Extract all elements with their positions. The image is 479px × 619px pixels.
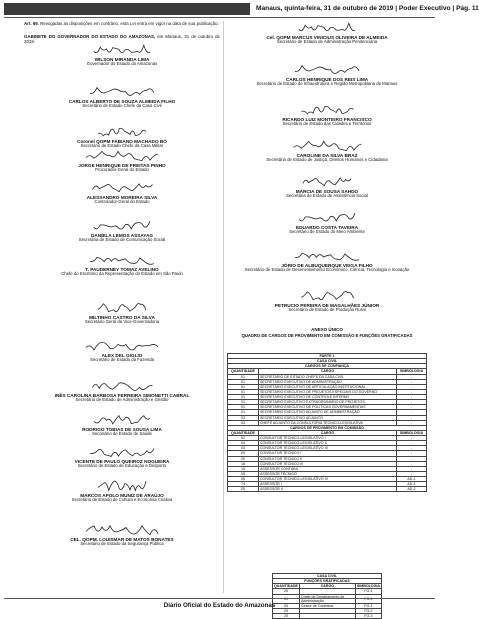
table-cell: 20 [273,608,300,613]
signature-block [24,379,220,403]
signatory-role: Secretário de Estado de Desenvolvimento Econômico, Ciência, Tecnologia e Inovação [244,267,410,273]
table-cell: SECRETÁRIO EXECUTIVO ADJUNTO DE ADMINISTRAÇÃO [258,410,396,415]
table-cell: SECRETÁRIO DE ESTADO CHEFE DA CASA CIVIL [258,374,396,379]
signatory-role: Chefe do Escritório da Representação do Estado em São Paulo [61,271,183,277]
signatory-role: Secretário de Estado de Administração Penitenciária [276,39,378,45]
table-cell: FG-3 [355,614,381,619]
table-cell: 01 [228,405,259,410]
signature-block [24,149,220,173]
table-cell: 15 [228,466,259,471]
signatory-role: Secretária de Estado de Justiça, Direitos Humanos e Cidadania [266,157,388,163]
table-cell: - [396,466,426,471]
table-cell: SECRETÁRIO EXECUTIVO ADJUNTO [258,415,396,420]
table-cell: ASSESSOR TÉCNICO [258,471,396,476]
table-cell: 01 [228,389,259,394]
signatory-name: MÁRCIA DE SOUSA SAHDO [295,189,359,194]
table-cell: CONSULTOR TÉCNICO-LEGISLATIVO II [258,441,396,446]
table-row [273,614,382,619]
table-cell: - [396,400,426,405]
table-cell: 03 [228,415,259,420]
table-cell: 74 [228,482,259,487]
table-cell: - [396,374,426,379]
signature-scribble [82,253,162,267]
signature-block [24,43,220,67]
signature-scribble [295,103,360,117]
signature-scribble [77,339,167,353]
table-cell: QUANTIDADE [228,430,259,435]
table-cell: - [396,451,426,456]
table-cell: - [396,410,426,415]
footer-title: Diário Oficial do Estado do Amazonas [163,602,276,609]
table-cell: QUANTIDADE [228,369,259,374]
signatory-name: ALESSANDRO MOREIRA SILVA [86,195,158,200]
signatory-name: VICENTE DE PAULO QUEIROZ NOGUEIRA [74,459,170,464]
table-cell: SECRETÁRIO EXECUTIVO DE POLÍTICAS GOVERNAMENTAIS [258,405,396,410]
annex-subtitle: QUADRO DE CARGOS DE PROVIMENTO EM COMISSÃO E FUNÇÕES GRATIFICADAS [241,333,413,338]
signature-scribble [287,63,367,77]
table-cell: - [396,456,426,461]
table-cell: Chefe de Departamento de Administração [299,594,355,603]
signatory-role: Secretária de Estado de Assistência Social [286,193,368,199]
signatory-name: DANIELA LEMOS ASSAYAG [90,233,154,238]
signature-block [24,479,220,503]
header-bar [4,3,250,15]
signatory-name: CARLOS ALBERTO DE SOUZA ALMEIDA FILHO [68,99,176,104]
table-cell: 18 [228,461,259,466]
table-cell: 02 [228,436,259,441]
table-cell: SIMBOLOGIA [396,369,426,374]
table-cell: 05 [273,603,300,608]
table-cell: SECRETÁRIO EXECUTIVO DE ARTICULAÇÃO INSTITUCIONAL [258,384,396,389]
gabinete-bold: GABINETE DO GOVERNADOR DO ESTADO DO AMAZONAS, [24,34,156,39]
signatory-role: Secretário de Estado de Infraestrutura e Região Metropolitana de Manaus [256,81,398,87]
table-cell: Gestor de Contratos [299,603,355,608]
signatory-name: CEL. QOPM. LOUISMAR DE MATOS BONATES [70,537,174,542]
signatory-name: RICARDO LUIZ MONTEIRO FRANCISCO [282,117,372,122]
table-cell: 04 [228,441,259,446]
signature-block [227,63,427,87]
signatory-name: INÊS CAROLINA BARBOSA FERREIRA SIMONETTI CABRAL [54,393,190,398]
signature-scribble [85,181,160,195]
table-cell: AD-1 [396,477,426,482]
positions-table [227,353,427,492]
table-cell: 01 [228,384,259,389]
signature-scribble [85,379,160,393]
table-cell: 01 [228,379,259,384]
column-separator [223,21,224,593]
signature-block [227,103,427,127]
table-cell: 01 [228,374,259,379]
table-cell: ASSESSOR I [258,482,396,487]
table-cell: SECRETÁRIO EXECUTIVO DE PROJETOS ESPECIAIS DO GOVERNO [258,389,396,394]
table-cell: - [396,446,426,451]
signatory-role: Procurador-Geral do Estado [95,167,149,173]
signature-scribble [292,211,362,225]
table-cell: - [396,395,426,400]
right-column [227,21,427,618]
table-cell: - [396,384,426,389]
signature-scribble [87,413,157,427]
footer-rule [4,598,435,599]
table-cell: 25 [273,589,300,594]
table-cell: 01 [273,594,300,603]
table-cell: ASSESSOR CONTÁBIL [258,466,396,471]
table-cell: CARGOS DE CONFIANÇA [228,364,427,369]
header-rule [4,17,435,18]
table-cell: FG-1 [355,603,381,608]
signatory-role: Secretário de Estado de Educação e Desporto [77,463,167,469]
article-paragraph [24,21,220,26]
table-row [228,487,427,492]
signatory-name: MARCOS APOLO MUNIZ DE ARAÚJO [80,493,164,498]
signatory-role: Controlador-Geral do Estado [94,199,150,205]
table-cell: CONSULTOR TÉCNICO-LEGISLATIVO IV [258,477,396,482]
table-cell: 20 [228,456,259,461]
table-cell: FG-1 [355,589,381,594]
signature-scribble [285,139,370,153]
signature-block [24,253,220,277]
article-label: Art. 69. [24,21,39,26]
table-cell: - [396,379,426,384]
table-row [273,584,382,589]
signature-scribble [295,289,360,303]
functions-table-wrapper [272,573,382,619]
signature-scribble [87,43,157,57]
table-cell: CONSULTOR TÉCNICO-LEGISLATIVO I [258,436,396,441]
table-cell: 01 [228,410,259,415]
signature-scribble [292,21,362,35]
table-cell: CARGO [299,584,355,589]
signature-block [227,249,427,273]
table-cell: - [396,461,426,466]
table-cell: - [396,405,426,410]
table-cell: SECRETÁRIO EXECUTIVO DE CONTROLE INTERNO [258,395,396,400]
signature-block [24,339,220,363]
table-cell [299,614,355,619]
table-cell: CARGO [258,430,396,435]
table-cell: CONSULTOR TÉCNICO-LEGISLATIVO III [258,446,396,451]
signatory-name: CAROLINE DA SILVA BRAZ [296,153,358,158]
signature-block [227,139,427,163]
table-cell: - [396,441,426,446]
signatory-role: Secretário de Estado de Produção Rural [288,307,366,313]
table-cell: - [396,389,426,394]
annex-title: ANEXO ÚNICO [311,327,343,332]
gabinete-date: em Manaus, 31 de outubro de 2019. [24,34,220,45]
table-cell: CONSULTOR TÉCNICO II [258,456,396,461]
signature-block [24,85,220,109]
signature-block [24,181,220,205]
table-cell: SECRETÁRIO EXECUTIVO EXTRAORDINÁRIO DE PROJETOS [258,400,396,405]
signature-block [227,211,427,235]
signatory-name: JÓRIO DE ALBUQUERQUE VEIGA FILHO [281,263,373,268]
table-cell: 20 [228,451,259,456]
signature-scribble [92,125,152,139]
table-cell: 05 [228,471,259,476]
table-cell: AD-1 [396,482,426,487]
signature-block [24,445,220,469]
signatory-role: Secretário de Estado Chefe da Casa Militar [80,143,164,149]
signatory-name: JORGE HENRIQUE DE FREITAS PINHO [78,163,166,168]
signatory-role: Secretário de Estado da Segurança Pública [80,541,164,547]
signature-block [24,413,220,437]
signature-block [24,125,220,149]
table-cell: CARGOS DE PROVIMENTO EM COMISSÃO [228,425,427,430]
signatory-role: Governador do Estado do Amazonas [86,61,158,67]
table-cell: CONSULTOR TÉCNICO III [258,461,396,466]
signature-scribble [87,219,157,233]
table-cell: CARGO [258,369,396,374]
article-text: Revogadas as disposições em contrário, esta Lei entra em vigor na data de sua publicação. [40,21,219,26]
signatory-role: Secretário Geral da Vice-Governadoria [84,319,160,325]
signature-block [24,301,220,325]
table-cell: - [396,471,426,476]
left-column [24,21,220,596]
table-cell: SECRETÁRIO EXECUTIVO DE ADMINISTRAÇÃO [258,379,396,384]
signature-scribble [297,175,357,189]
table-cell: CASA CIVIL [228,359,427,364]
table-cell: CHEFE ADJUNTO DA CONSULTORIA TÉCNICO-LEGISLATIVA [258,420,396,425]
signature-block [24,523,220,547]
signatory-name: Coronel QOPM FABIANO MACHADO BÓ [77,139,167,144]
table-cell: - [396,436,426,441]
table-cell: 25 [228,487,259,492]
signatory-name: T. PAUDERNEY TOMAZ AVELINO [85,267,159,272]
table-cell: QUANTIDADE [274,584,298,589]
signatory-name: RODRIGO TOBIAS DE SOUSA LIMA [82,427,162,432]
table-cell: - [396,415,426,420]
table-cell: FG-1 [355,594,381,603]
signature-scribble [82,85,162,99]
table-cell: 01 [228,400,259,405]
table-cell: 05 [228,477,259,482]
signatory-name: CARLOS HENRIQUE DOS REIS LIMA [285,77,369,82]
signatory-role: Secretária de Estado de Comunicação Social [78,237,166,243]
table-cell: AD-2 [396,487,426,492]
table-cell: PARTE 1 [228,354,427,359]
signatory-name: WILSON MIRANDA LIMA [94,57,150,62]
header-text: Manaus, quinta-feira, 31 de outubro de 2019 | Poder Executivo | Pág. 11 [256,5,479,12]
signature-block [227,21,427,45]
signatory-name: ALEX DEL GIGLIO [101,353,143,358]
signature-scribble [77,523,167,537]
table-cell: 04 [228,446,259,451]
table-cell: FG-2 [355,608,381,613]
signatory-role: Secretário de Estado do Meio Ambiente [289,229,365,235]
signature-block [227,289,427,313]
table-cell: SIMBOLOGIA [356,584,380,589]
signatory-role: Secretário de Estado das Cidades e Territórios [282,121,372,127]
signature-scribble [287,249,367,263]
table-cell: CASA CIVIL [273,574,382,579]
signatory-role: Secretário de Estado da Fazenda [89,357,155,363]
signatory-role: Secretária de Estado de Administração e Gestão [75,397,169,403]
signatory-role: Secretário de Estado de Saúde [92,431,152,437]
signatory-name: PETRUCIO PEREIRA DE MAGALHÃES JÚNIOR [274,303,380,308]
signature-scribble [77,149,167,163]
signatory-name: MILTINHO CASTRO DA SILVA [89,315,155,320]
signature-scribble [82,445,162,459]
table-cell: FUNÇÕES GRATIFICADAS [273,579,382,584]
signatory-name: EDUARDO COSTA TAVEIRA [295,225,359,230]
table-cell: 01 [228,395,259,400]
table-cell: SIMBOLOGIA [396,430,426,435]
table-cell: ASSESSOR II [258,487,396,492]
table-cell: - [396,420,426,425]
functions-table [272,573,382,619]
table-cell: CONSULTOR TÉCNICO I [258,451,396,456]
signatory-role: Secretário de Estado de Cultura e Economia Criativa [71,497,173,503]
signature-block [227,175,427,199]
signatory-name: Cel. QOPM MARCUS VINICIUS OLIVEIRA DE ALMEIDA [266,35,388,40]
signatory-role: Secretário de Estado Chefe da Casa Civil [82,103,162,109]
positions-table-wrapper [227,353,427,492]
signature-scribble [92,479,152,493]
signature-scribble [92,301,152,315]
page-header [0,0,479,18]
table-cell: 03 [228,420,259,425]
signature-block [24,219,220,243]
table-cell: 20 [273,614,300,619]
